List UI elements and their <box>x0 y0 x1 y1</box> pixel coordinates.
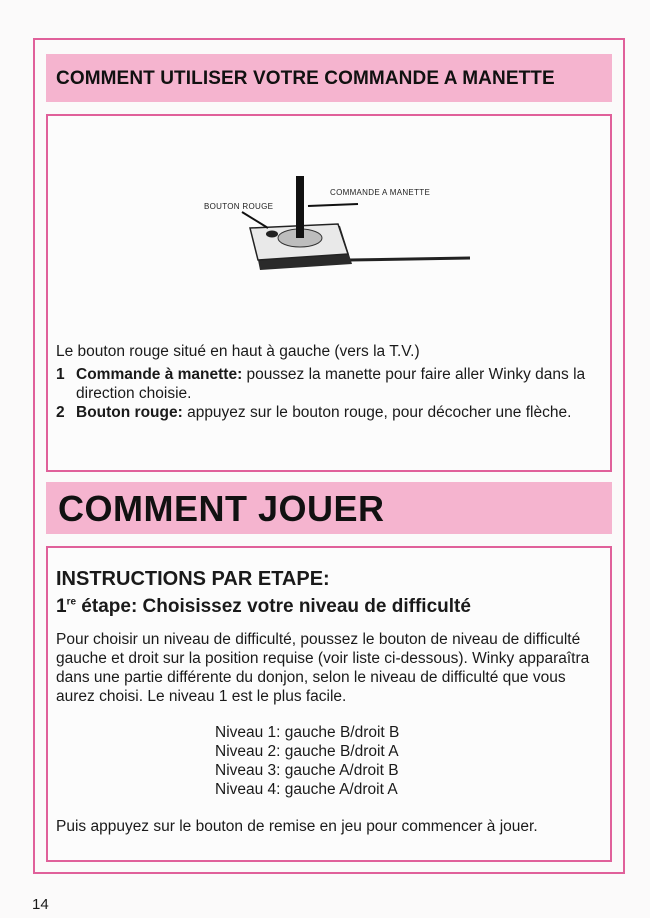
step-paragraph: Pour choisir un niveau de difficulté, poussez le bouton de niveau de difficulté gauche et droit sur la position requise (voir liste ci-dessous). Winky apparaîtra dans une partie différente du donjon, selon le niveau de difficulté que vous aurez choisi. Le niveau 1 est le plus facile. <box>56 631 590 705</box>
item-number: 1 <box>56 366 65 383</box>
joystick-stick <box>296 176 304 238</box>
item-text: poussez la manette pour faire aller Winky dans la direction choisie. <box>76 366 586 402</box>
item-term: Commande à manette: <box>76 366 243 383</box>
label-red-button: BOUTON ROUGE <box>204 202 274 211</box>
section1-heading: COMMENT UTILISER VOTRE COMMANDE A MANETTE <box>56 68 555 89</box>
step-superscript: re <box>66 596 77 608</box>
list-item <box>56 403 596 422</box>
cord <box>350 258 470 260</box>
joystick-illustration <box>200 168 480 288</box>
pointer-red <box>242 212 268 228</box>
instructions-subheading: INSTRUCTIONS PAR ETAPE: <box>56 568 330 590</box>
item-text: appuyez sur le bouton rouge, pour décocher une flèche. <box>182 404 572 421</box>
level-line: Niveau 3: gauche A/droit B <box>215 762 399 779</box>
section1-header-band <box>46 54 612 102</box>
item-term: Bouton rouge: <box>76 404 183 421</box>
level-line: Niveau 1: gauche B/droit B <box>215 724 400 741</box>
level-line: Niveau 4: gauche A/droit A <box>215 781 398 798</box>
step-title-text: étape: Choisissez votre niveau de difficulté <box>76 596 471 617</box>
intro-text: Le bouton rouge situé en haut à gauche (vers la T.V.) <box>56 343 420 360</box>
page-number: 14 <box>32 896 49 913</box>
step-title <box>56 596 471 618</box>
section2-heading: COMMENT JOUER <box>58 488 385 529</box>
item-number: 2 <box>56 404 65 421</box>
levels-list <box>215 723 399 799</box>
section2-header-band <box>46 482 612 534</box>
list-item <box>56 365 596 403</box>
red-button <box>266 231 278 238</box>
closing-text: Puis appuyez sur le bouton de remise en jeu pour commencer à jouer. <box>56 818 538 835</box>
pointer-joy <box>308 204 358 206</box>
label-joystick: COMMANDE A MANETTE <box>330 188 431 197</box>
level-line: Niveau 2: gauche B/droit A <box>215 743 399 760</box>
step-ordinal: 1 <box>56 596 67 617</box>
